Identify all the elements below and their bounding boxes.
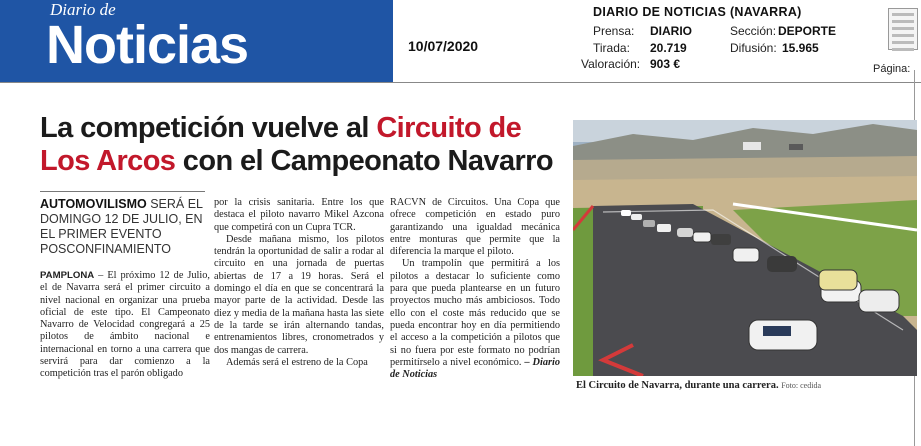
prensa-value: DIARIO [650, 24, 692, 38]
column-3-paragraph-1: RACVN de Circuitos. Una Copa que ofrece competición en estado puro garantizando una igualdad mecánica entre monturas que permite que la diferencia la marque el piloto. [390, 197, 560, 258]
logo-big-text: Noticias [46, 15, 249, 75]
header-divider [0, 82, 921, 83]
article-column-2 [214, 197, 384, 369]
difusion-label: Difusión: [730, 41, 777, 55]
article-subhead [40, 197, 210, 257]
tirada-value: 20.719 [650, 41, 687, 55]
column-2-paragraph-3: Además será el estreno de la Copa [226, 356, 368, 368]
seccion-value: DEPORTE [778, 24, 837, 38]
headline-red-part-2: Los Arcos [40, 145, 176, 177]
headline-part-1: La competición vuelve al [40, 112, 377, 144]
seccion-label: Sección: [730, 24, 777, 38]
article-column-3 [390, 197, 560, 381]
logo-small-text: Diario de [50, 0, 116, 19]
article-column-1 [40, 270, 210, 381]
pagina-label: Página: [873, 63, 911, 75]
subhead-sport: AUTOMOVILISMO [40, 197, 147, 211]
headline-red-part-1: Circuito de [376, 112, 522, 144]
subhead-text: SERÁ EL DOMINGO 12 DE JULIO, EN EL PRIMER EVENTO POSCONFINAMIENTO [40, 197, 203, 256]
subhead-rule [40, 191, 205, 192]
valoracion-value: 903 € [650, 57, 681, 71]
photo-caption [576, 380, 821, 391]
article-headline [40, 112, 570, 178]
page-thumbnail [888, 8, 918, 50]
tirada-label: Tirada: [593, 41, 630, 55]
valoracion-label: Valoración: [581, 57, 641, 71]
prensa-label: Prensa: [593, 24, 635, 38]
clipping-date: 10/07/2020 [408, 38, 479, 54]
newspaper-logo-band [0, 0, 393, 82]
difusion-value: 15.965 [782, 41, 819, 55]
article-byline: – Diario de Noticias [390, 356, 560, 381]
column-2-paragraph-2: Desde mañana mismo, los pilotos tendrán la oportunidad de salir a rodar al circuito en una jornada de puertas abiertas de 17 a 19 horas. Será el domingo el día en que se concentrará la mayor parte de la actividad. Desde las diez y media de la mañana hasta las siete de la tarde se irán alternando tandas, entrenamientos libres, cronometrados y dos mangas de carrera. [214, 233, 384, 356]
dateline: PAMPLONA [40, 270, 95, 281]
race-photo [573, 120, 917, 376]
column-2-paragraph-1: por la crisis sanitaria. Entre los que destaca el piloto navarro Mikel Azcona que competirá con un Cupra TCR. [214, 197, 384, 233]
publication-name: DIARIO DE NOTICIAS (NAVARRA) [593, 5, 802, 19]
caption-text: El Circuito de Navarra, durante una carrera. [576, 380, 779, 391]
photo-credit: Foto: cedida [781, 381, 821, 390]
column-1-paragraph-1: – El próximo 12 de Julio, el de Navarra será el primer circuito a nivel nacional en organizar una prueba oficial de este tipo. El Campeonato Navarro de Velocidad congregará a 25 pilotos de ámbito nacional e internacional en torno a una carrera que servirá para dar comienzo a la competición tras el parón obligado [40, 270, 210, 380]
headline-part-2: con el Campeonato Navarro [175, 145, 553, 177]
column-3-paragraph-2: Un trampolín que permitirá a los pilotos a destacar lo suficiente como para que pueda plantearse en un futuro proyectos mucho más ambiciosos. Todo ello con el coste más reducido que se pueda encontrar hoy en día permitiendo el acceso a la competición a pilotos que si no fuera por este formato no podrían permitírselo a nivel económico. [390, 258, 560, 368]
